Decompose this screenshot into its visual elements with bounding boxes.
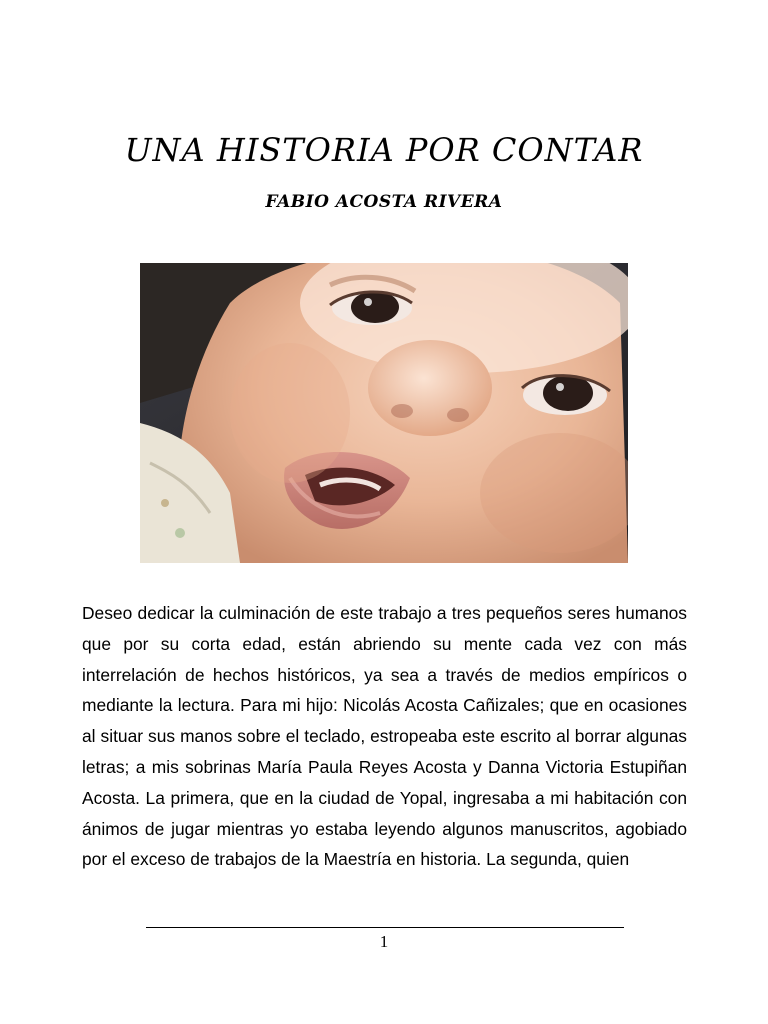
baby-photo [140, 263, 628, 563]
footer-rule [146, 927, 624, 928]
baby-photo-drawing [140, 263, 628, 563]
dedication-text: Deseo dedicar la culminación de este trabajo a tres pequeños seres humanos que por su corta edad, están abriendo su mente cada vez con más interrelación de hechos históricos, ya sea a través de medios empíricos o mediante la lectura. Para mi hijo: Nicolás Acosta Cañizales; que en ocasiones al situar sus manos sobre el teclado, estropeaba este escrito al borrar algunas letras; a mis sobrinas María Paula Reyes Acosta y Danna Victoria Estupiñan Acosta. La primera, que en la ciudad de Yopal, ingresaba a mi habitación con ánimos de jugar mientras yo estaba leyendo algunos manuscritos, agobiado por el exceso de trabajos de la Maestría en historia. La segunda, quien [82, 603, 687, 870]
page-title: UNA HISTORIA POR CONTAR [124, 131, 644, 169]
page-number: 1 [379, 932, 389, 951]
author-name: FABIO ACOSTA RIVERA [265, 192, 503, 212]
